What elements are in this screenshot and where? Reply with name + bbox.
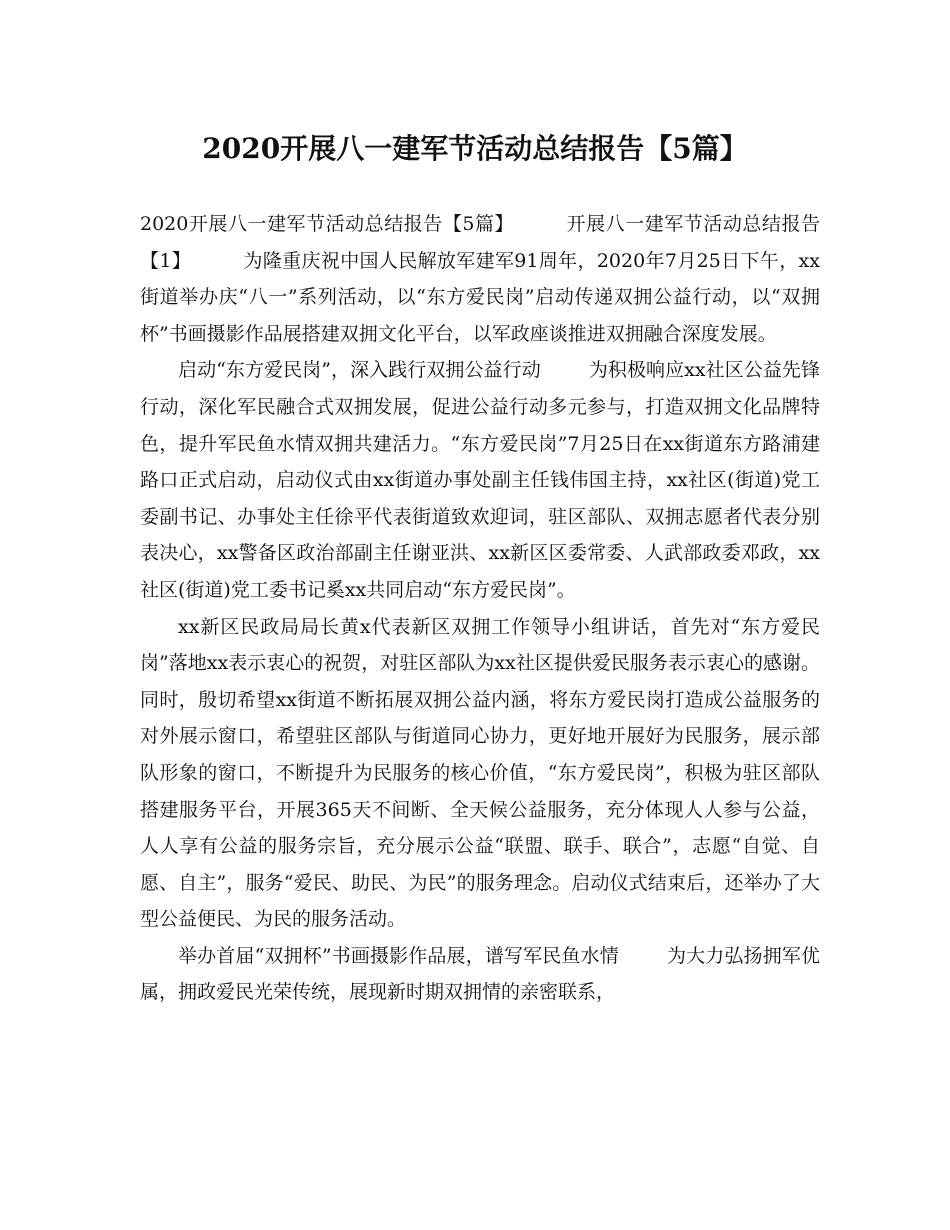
section1-paragraph: [140, 352, 820, 608]
section1-heading: 启动“东方爱民岗”，深入践行双拥公益行动: [178, 359, 541, 382]
section2-heading: 举办首届“双拥杯”书画摄影作品展，谱写军民鱼水情: [178, 944, 619, 967]
intro-subheading: 开展八一建军节活动总结报告【1】: [140, 213, 820, 272]
section2-text: 为大力弘扬拥军优属，拥政爱民光荣传统，展现新时期双拥情的亲密联系，: [140, 944, 820, 1004]
intro-paragraph: [140, 206, 820, 352]
section2-paragraph: [140, 938, 820, 1011]
intro-text: 为隆重庆祝中国人民解放军建军91周年，2020年7月25日下午，xx街道举办庆“八一”系列活动，以“东方爱民岗”启动传递双拥公益行动，以“双拥杯”书画摄影作品展搭建双拥文化平台，以军政座谈推进双拥融合深度发展。: [140, 249, 820, 345]
intro-heading: 2020开展八一建军节活动总结报告【5篇】: [140, 213, 515, 235]
paragraph-2: xx新区民政局局长黄x代表新区双拥工作领导小组讲话，首先对“东方爱民岗”落地xx表示衷心的祝贺，对驻区部队为xx社区提供爱民服务表示衷心的感谢。同时，殷切希望xx街道不断拓展双拥公益内涵，将东方爱民岗打造成公益服务的对外展示窗口，希望驻区部队与街道同心协力，更好地开展好为民服务，展示部队形象的窗口，不断提升为民服务的核心价值，“东方爱民岗”，积极为驻区部队搭建服务平台，开展365天不间断、全天候公益服务，充分体现人人参与公益，人人享有公益的服务宗旨，充分展示公益“联盟、联手、联合”，志愿“自觉、自愿、自主”，服务“爱民、助民、为民”的服务理念。启动仪式结束后，还举办了大型公益便民、为民的服务活动。: [140, 615, 820, 931]
section1-text: 为积极响应xx社区公益先锋行动，深化军民融合式双拥发展，促进公益行动多元参与，打造双拥文化品牌特色，提升军民鱼水情双拥共建活力。“东方爱民岗”7月25日在xx街道东方路浦建路口正式启动，启动仪式由xx街道办事处副主任钱伟国主持，xx社区(街道)党工委副书记、办事处主任徐平代表街道致欢迎词，驻区部队、双拥志愿者代表分别表决心，xx警备区政治部副主任谢亚洪、xx新区区委常委、人武部政委邓政，xx社区(街道)党工委书记奚xx共同启动“东方爱民岗”。: [140, 359, 820, 601]
document-body: [140, 206, 820, 1011]
document-title: 2020开展八一建军节活动总结报告【5篇】: [202, 132, 748, 165]
